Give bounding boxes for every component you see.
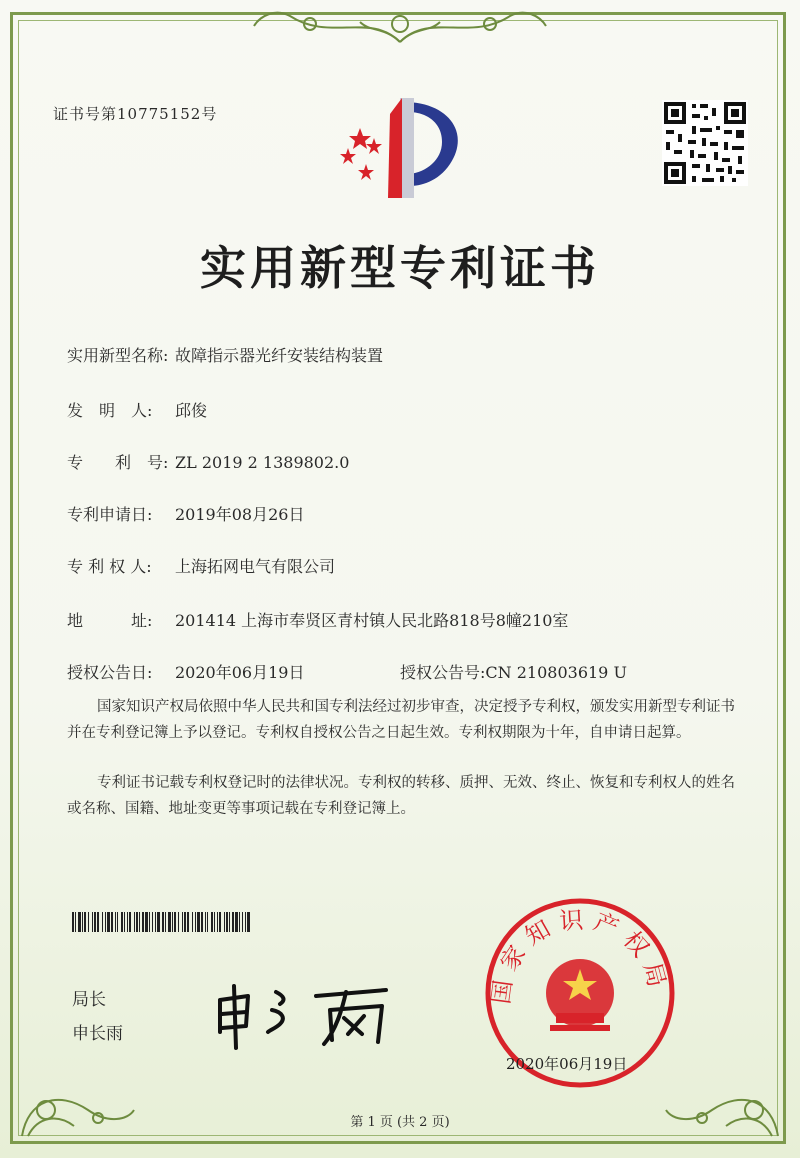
page-number: 第 1 页 (共 2 页): [350, 1115, 450, 1130]
svg-text:国家知识产权局: 国家知识产权局: [486, 905, 674, 1006]
address-value: 201414 上海市奉贤区青村镇人民北路818号8幢210室: [175, 611, 569, 630]
grant-date-row: [67, 660, 304, 683]
utility-model-name-label: 实用新型名称:: [67, 346, 169, 365]
barcode: [72, 912, 252, 932]
qr-code: [662, 100, 748, 186]
grant-date-label: 授权公告日:: [67, 663, 153, 682]
utility-model-name-row: [67, 343, 383, 366]
patent-office-logo: [330, 94, 470, 204]
grant-number-label: 授权公告号:: [400, 663, 486, 682]
grant-date-value: 2020年06月19日: [175, 663, 305, 682]
filing-date-value: 2019年08月26日: [175, 505, 305, 524]
certificate-number: 证书号第10775152号: [53, 105, 218, 123]
inventor-value: 邱俊: [175, 401, 208, 420]
patentee-label: 专 利 权 人:: [67, 557, 152, 576]
inventor-label: 发 明 人:: [67, 401, 153, 420]
top-ornament: [250, 2, 550, 46]
grant-number-row: [400, 660, 627, 683]
patentee-value: 上海拓网电气有限公司: [175, 557, 336, 576]
patentee-row: [67, 554, 335, 577]
handwritten-signature: [206, 970, 406, 1050]
inventor-row: [67, 398, 207, 421]
patent-number-row: [67, 450, 349, 473]
certificate-title: 实用新型专利证书: [200, 241, 600, 295]
filing-date-label: 专利申请日:: [67, 505, 153, 524]
grant-number-value: CN 210803619 U: [485, 663, 627, 682]
signatory-name: 申长雨: [72, 1024, 123, 1044]
utility-model-name-value: 故障指示器光纤安装结构装置: [175, 346, 384, 365]
signatory-title: 局长: [72, 990, 106, 1010]
seal-date: 2020年06月19日: [506, 1055, 628, 1073]
filing-date-row: [67, 502, 304, 525]
patent-number-value: ZL 2019 2 1389802.0: [175, 453, 350, 472]
address-label: 地 址:: [67, 611, 153, 630]
address-row: [67, 608, 568, 631]
patent-number-label: 专 利 号:: [67, 453, 169, 472]
statement-paragraph-2: 专利证书记载专利权登记时的法律状况。专利权的转移、质押、无效、终止、恢复和专利权人的姓名或名称、国籍、地址变更等事项记载在专利登记簿上。: [67, 775, 735, 817]
statement-paragraph-1: 国家知识产权局依照中华人民共和国专利法经过初步审查，决定授予专利权，颁发实用新型专利证书并在专利登记簿上予以登记。专利权自授权公告之日起生效。专利权期限为十年，自申请日起算。: [67, 699, 735, 741]
